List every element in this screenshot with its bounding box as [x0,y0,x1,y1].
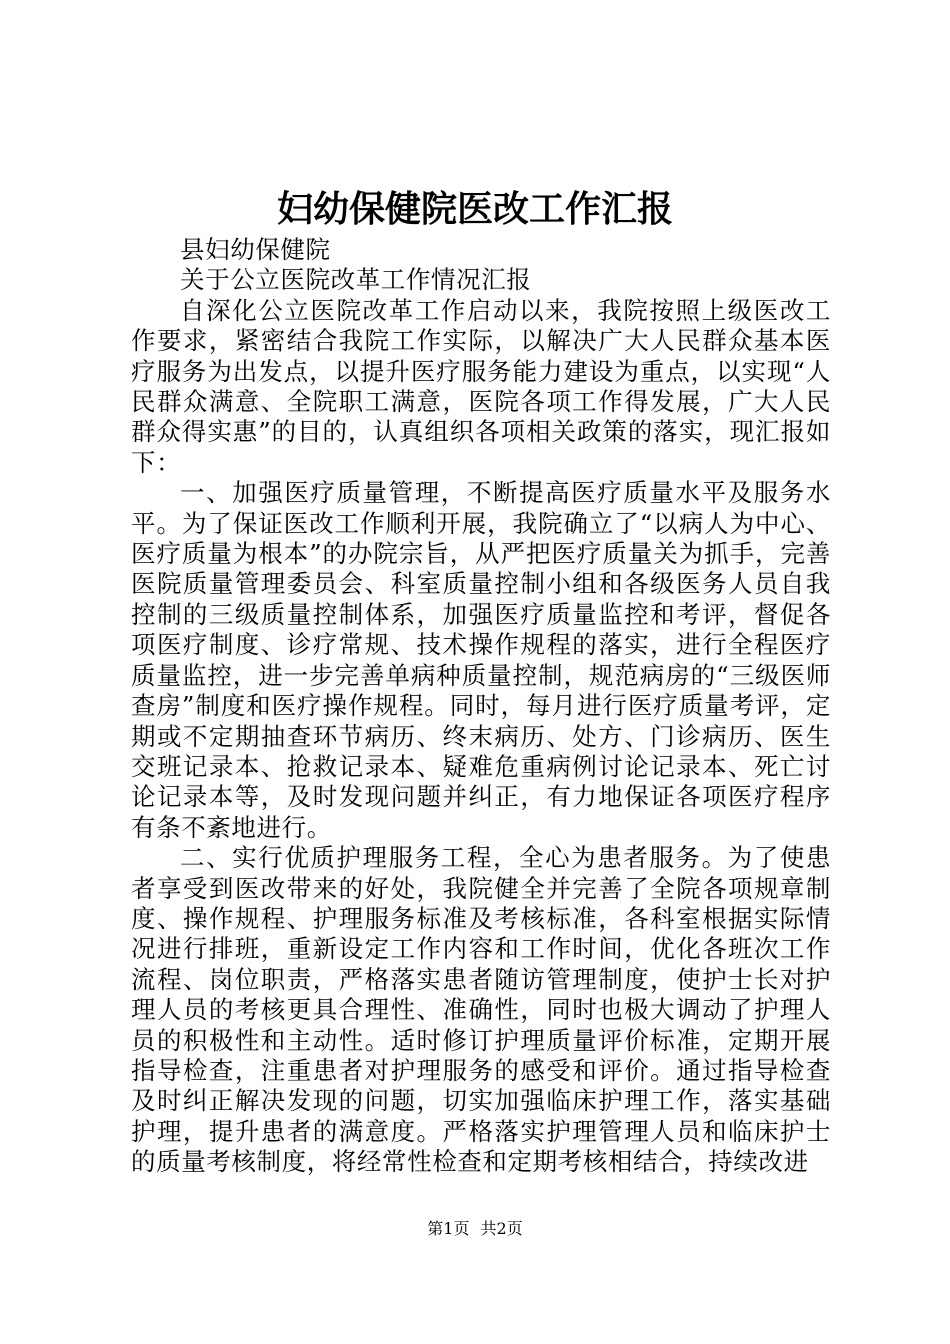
document-body [131,235,831,1178]
subtitle-line: 关于公立医院改革工作情况汇报 [180,265,532,295]
organization-line: 县妇幼保健院 [180,235,331,264]
page-footer [0,1218,950,1240]
paragraph-medical-quality: 一、加强医疗质量管理，不断提高医疗质量水平及服务水平。为了保证医改工作顺利开展，我院确立了“以病人为中心、医疗质量为根本”的办院宗旨，从严把医疗质量关为抓手，完善医院质量管理委员会、科室质量控制小组和各级医务人员自我控制的三级质量控制体系，加强医疗质量监控和考评，督促各项医疗制度、诊疗常规、技术操作规程的落实，进行全程医疗质量监控，进一步完善单病种质量控制，规范病房的“三级医师查房”制度和医疗操作规程。同时，每月进行医疗质量考评，定期或不定期抽查环节病历、终末病历、处方、门诊病历、医生交班记录本、抢救记录本、疑难危重病例讨论记录本、死亡讨论记录本等，及时发现问题并纠正，有力地保证各项医疗程序有条不紊地进行。 [131,478,831,842]
paragraph-nursing-service: 二、实行优质护理服务工程，全心为患者服务。为了使患者享受到医改带来的好处，我院健全并完善了全院各项规章制度、操作规程、护理服务标准及考核标准，各科室根据实际情况进行排班，重新设定工作内容和工作时间，优化各班次工作流程、岗位职责，严格落实患者随访管理制度，使护士长对护理人员的考核更具合理性、准确性，同时也极大调动了护理人员的积极性和主动性。适时修订护理质量评价标准，定期开展指导检查，注重患者对护理服务的感受和评价。通过指导检查及时纠正解决发现的问题，切实加强临床护理工作，落实基础护理，提升患者的满意度。严格落实护理管理人员和临床护士的质量考核制度，将经常性检查和定期考核相结合，持续改进 [131,843,831,1177]
paragraph-intro: 自深化公立医院改革工作启动以来，我院按照上级医改工作要求，紧密结合我院工作实际，以解决广大人民群众基本医疗服务为出发点，以提升医疗服务能力建设为重点，以实现“人民群众满意、全院职工满意，医院各项工作得发展，广大人民群众得实惠”的目的，认真组织各项相关政策的落实，现汇报如下： [131,295,831,477]
page-total: 共2页 [480,1219,523,1238]
document-title: 妇幼保健院医改工作汇报 [276,188,673,230]
page-number: 第1页 [427,1219,470,1238]
